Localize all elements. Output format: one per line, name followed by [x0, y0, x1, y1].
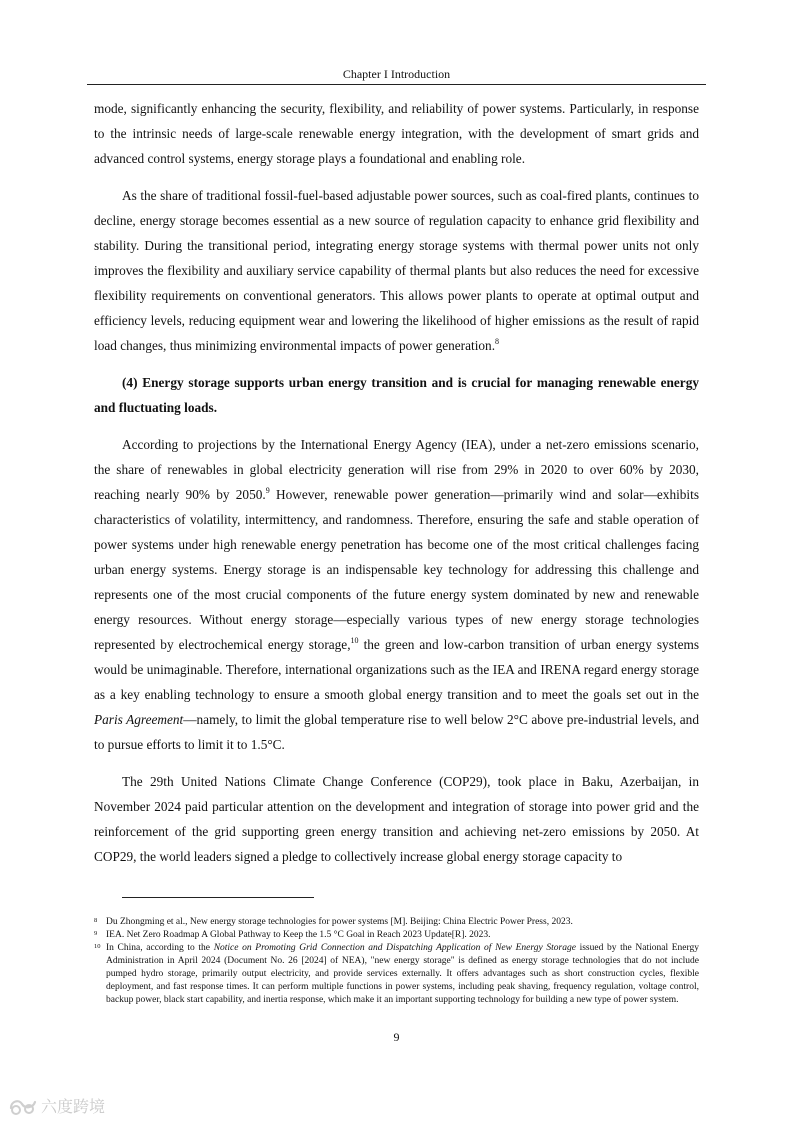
section-heading: (4) Energy storage supports urban energy transition and is crucial for managing renewable energy and fluctuating loads. [94, 375, 699, 415]
running-header: Chapter I Introduction [342, 67, 451, 81]
watermark [8, 1094, 105, 1117]
footnote-mark: 8 [94, 917, 98, 924]
paris-agreement-title: Paris Agreement [94, 712, 184, 727]
footnote-ref-9[interactable]: 9 [265, 486, 270, 495]
watermark-text: 六度跨境 [41, 1097, 106, 1116]
footnote-mark: 10 [94, 943, 101, 950]
logo-icon [8, 1096, 38, 1116]
header-rule [87, 84, 706, 85]
paragraph-continued: mode, significantly enhancing the security, flexibility, and reliability of power systems. Particularly, in response to the intrinsic needs of large-scale renewable energy integration, with the development of smart grids and advanced control systems, energy storage plays a foundational and enabling role. [94, 101, 699, 166]
notice-title: Notice on Promoting Grid Connection and Dispatching Application of New Energy Storage [213, 943, 576, 953]
paragraph-regulation-capacity [94, 183, 699, 358]
paragraph-iea-projections [94, 432, 699, 757]
footnote-text: issued by the National Energy Administration in April 2024 (Document No. 26 [2024] of NEA), "new energy storage" is defined as energy storage technologies that do not include pumped hydro storage, primarily output electricity, and provide services externally. It offers advantages such as short construction cycles, flexible deployment, and fast response times. It can perform multiple functions in power systems, including peak shaving, frequency regulation, voltage control, backup power, black start capability, and inertia response, which make it an important supporting technology for building a new type of power system. [106, 943, 699, 1005]
footnote-10 [94, 942, 699, 1007]
footnote-text: IEA. Net Zero Roadmap A Global Pathway to Keep the 1.5 °C Goal in Reach 2023 Update[R]. 2023. [106, 930, 491, 940]
page-number: 9 [393, 1030, 400, 1044]
footnote-8 [94, 916, 699, 929]
footnote-rule [122, 897, 314, 898]
footnote-mark: 9 [94, 930, 98, 937]
paragraph-text: the green and low-carbon transition of urban energy systems would be unimaginable. Therefore, international organizations such as the IEA and IRENA regard energy storage as a key enabling technology to ensure a smooth global energy transition and to meet the goals set out in the [94, 637, 699, 702]
paragraph-text: As the share of traditional fossil-fuel-based adjustable power sources, such as coal-fired plants, continues to decline, energy storage becomes essential as a new source of regulation capacity to enhance grid flexibility and stability. During the transitional period, integrating energy storage systems with thermal power units not only improves the flexibility and auxiliary service capability of thermal plants but also reduces the need for excessive flexibility requirements on conventional generators. This allows power plants to operate at optimal output and efficiency levels, reducing equipment wear and lowering the likelihood of higher emissions as the result of rapid load changes, thus minimizing environmental impacts of power generation. [94, 188, 699, 353]
paragraph-text: However, renewable power generation—primarily wind and solar—exhibits characteristics of volatility, intermittency, and randomness. Therefore, ensuring the safe and stable operation of power systems under high renewable energy penetration has become one of the most critical challenges facing urban energy systems. Energy storage is an indispensable key technology for addressing this challenge and represents one of the most crucial components of the future energy system dominated by new and renewable energy resources. Without energy storage—especially various types of new energy storage technologies represented by electrochemical energy storage, [94, 487, 699, 652]
paragraph-text: According to projections by the International Energy Agency (IEA), under a net-zero emissions scenario, the share of renewables in global electricity generation will rise from 29% in 2020 to over 60% by 2030, reaching nearly 90% by 2050. [94, 437, 699, 502]
footnote-9 [94, 929, 699, 942]
footnote-text: Du Zhongming et al., New energy storage technologies for power systems [M]. Beijing: China Electric Power Press, 2023. [106, 917, 573, 927]
paragraph-text: —namely, to limit the global temperature rise to well below 2°C above pre-industrial levels, and to pursue efforts to limit it to 1.5°C. [94, 712, 699, 752]
footnote-ref-8[interactable]: 8 [495, 337, 500, 346]
body-text [94, 96, 699, 881]
footnote-ref-10[interactable]: 10 [350, 636, 359, 645]
footnote-text: In China, according to the [106, 943, 214, 953]
paragraph-cop29: The 29th United Nations Climate Change Conference (COP29), took place in Baku, Azerbaijan, in November 2024 paid particular attention on the development and integration of storage into power grid and the reinforcement of the grid supporting green energy transition and achieving net-zero emissions by 2050. At COP29, the world leaders signed a pledge to collectively increase global energy storage capacity to [94, 774, 699, 864]
footnotes [94, 916, 699, 1007]
